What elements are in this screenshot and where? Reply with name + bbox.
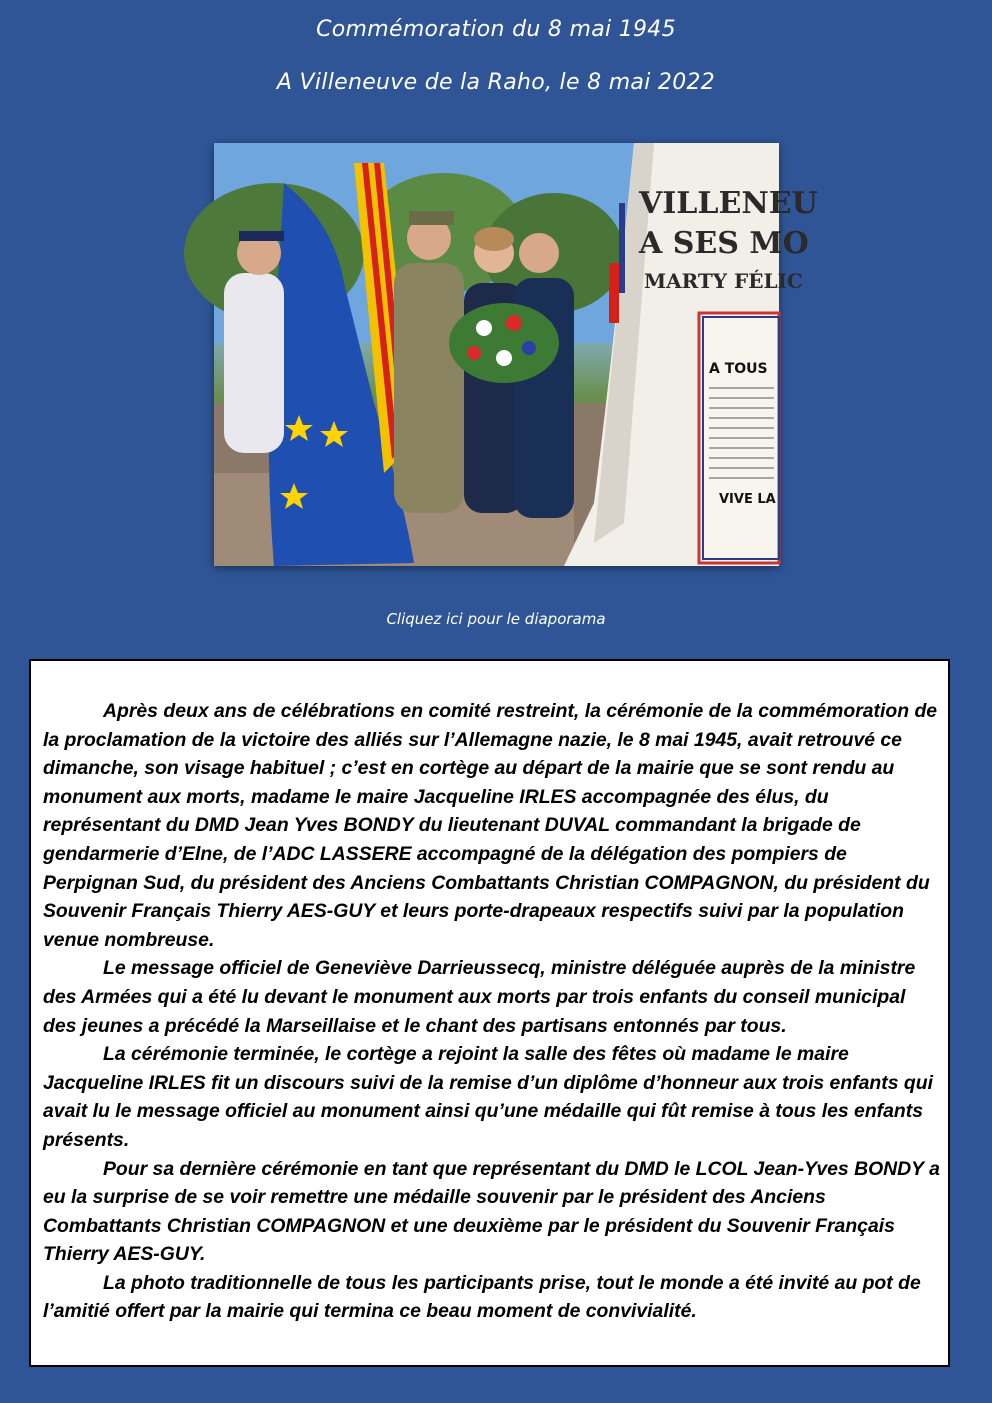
article-paragraph-4: Pour sa dernière cérémonie en tant que représentant du DMD le LCOL Jean-Yves BONDY a eu la surprise de se voir remettre une médaille souvenir par le président des Anciens Combattants Christian COMPAGNON et une deuxième par le président du Souvenir Français Thierry AES-GUY. <box>43 1157 940 1266</box>
article-paragraph-2: Le message officiel de Geneviève Darrieussecq, ministre déléguée auprès de la ministre des Armées qui a été lu devant le monument aux morts par trois enfants du conseil municipal des jeunes a précédé la Marseillaise et le chant des partisans entonnés par tous. <box>43 957 916 1037</box>
page-title: Commémoration du 8 mai 1945 <box>316 17 676 42</box>
article-paragraph-1: Après deux ans de célébrations en comité restreint, la cérémonie de la commémoration de la proclamation de la victoire des alliés sur l’Allemagne nazie, le 8 mai 1945, avait retrouvé ce dimanche, son visage habituel ; c’est en cortège au départ de la mairie que se sont rendu au monument aux morts, madame le maire Jacqueline IRLES accompagnée des élus, du représentant du DMD Jean Yves BONDY du lieutenant DUVAL commandant la brigade de gendarmerie d’Elne, de l’ADC LASSERE accompagné de la délégation des pompiers de Perpignan Sud, du président des Anciens Combattants Christian COMPAGNON, du président du Souvenir Français Thierry AES-GUY et leurs porte-drapeaux respectifs suivi par la population venue nombreuse. <box>43 700 938 951</box>
article-box <box>29 659 950 1367</box>
poster-heading: A TOUS <box>709 361 768 377</box>
article-paragraph-3: La cérémonie terminée, le cortège a rejoint la salle des fêtes où madame le maire Jacqueline IRLES fit un discours suivi de la remise d’un diplôme d’honneur aux trois enfants qui avait lu le message officiel au monument ainsi qu’une médaille qui fût remise à tous les enfants présents. <box>43 1043 933 1151</box>
monument-line-2: A SES MO <box>639 226 809 261</box>
ceremony-photo[interactable] <box>214 143 818 566</box>
monument-line-1: VILLENEU <box>639 186 818 221</box>
ceremony-photo-illustration <box>214 143 818 566</box>
poster-footer: VIVE LA <box>719 492 776 507</box>
page-subtitle: A Villeneuve de la Raho, le 8 mai 2022 <box>276 70 716 95</box>
monument-line-3: MARTY FÉLIC <box>644 269 803 293</box>
article-body <box>43 697 943 1326</box>
slideshow-link[interactable]: Cliquez ici pour le diaporama <box>386 610 606 628</box>
article-paragraph-5: La photo traditionnelle de tous les participants prise, tout le monde a été invité au pot de l’amitié offert par la mairie qui termina ce beau moment de convivialité. <box>43 1271 921 1323</box>
